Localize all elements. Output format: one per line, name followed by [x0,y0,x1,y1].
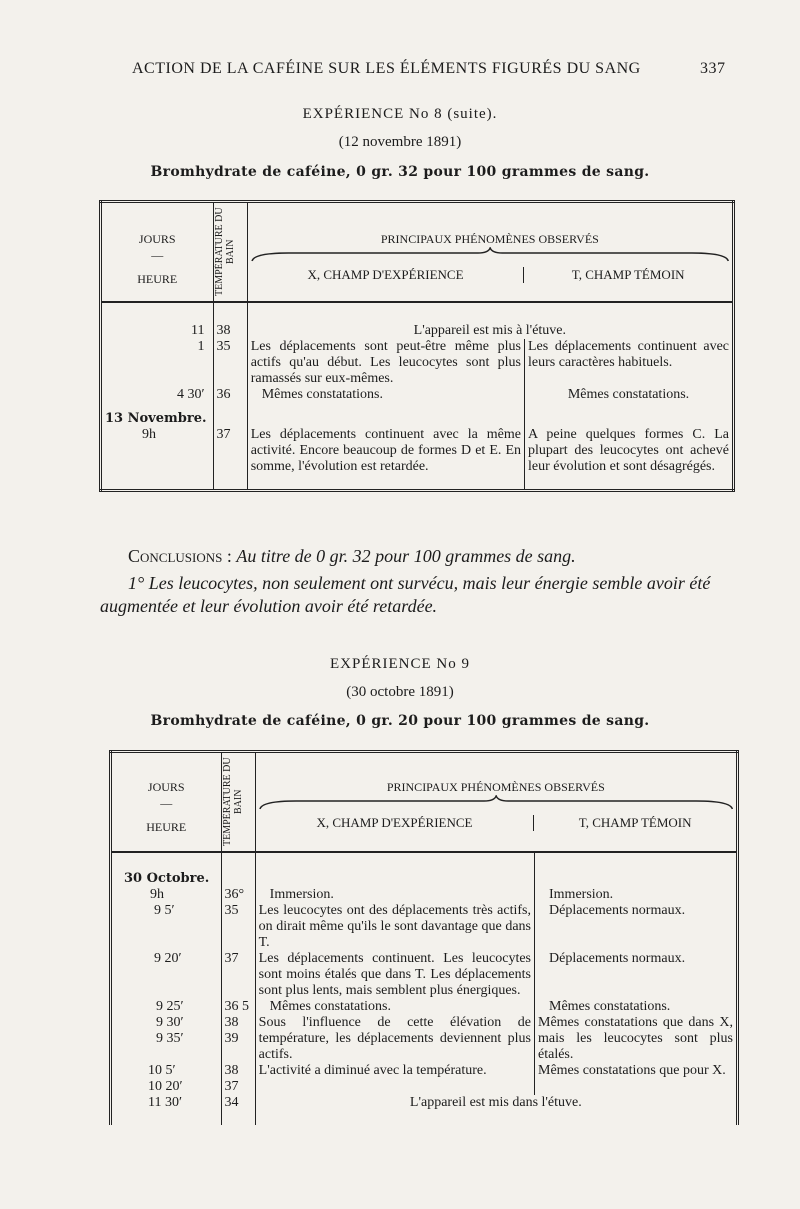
table-row: 1 35 Les déplacements sont peut-être même plus actifs qu'au début. Les leucocytes sont plus ramassés sur eux-mêmes. Les déplacements continuent avec leurs caractères habituels. [101,339,734,387]
conclusion-point-1: 1° Les leucocytes, non seulement ont survécu, mais leur énergie semble avoir été augmentée et leur évolution avoir été retardée. [100,573,711,616]
brace-icon [256,795,736,811]
page-number: 337 [700,60,726,77]
col-phenomenes-header: PRINCIPAUX PHÉNOMÈNES OBSERVÉS X, CHAMP D'EXPÉRIENCE T, CHAMP TÉMOIN [247,202,733,303]
conclusions-line [128,546,576,567]
col-temperature-header: TEMPÉRATURE DU BAIN [213,202,247,303]
col-temperature-header: TEMPÉRATURE DU BAIN [221,752,255,853]
exp8-subtitle: Bromhydrate de caféine, 0 gr. 32 pour 100 grammes de sang. [150,164,650,180]
table-row: 30 Octobre. [111,852,738,887]
conclusions-text: Au titre de 0 gr. 32 pour 100 grammes de sang. [236,546,576,566]
table-row: 9 25′ 36 5 Mêmes constatations. Mêmes constatations. [111,999,738,1015]
table-row: 10 5′ 10 20′ 38 37 L'activité a diminué avec la température. Mêmes constatations que pour X. [111,1063,738,1095]
table-row: 11 30′ 34 L'appareil est mis dans l'étuve. [111,1095,738,1125]
table-row: 9h 37 Les déplacements continuent avec la même activité. Encore beaucoup de formes D et E. En somme, l'évolution est retardée. A peine quelques formes C. La plupart des leucocytes ont achevé leur évolution et sont désagrégés. [101,427,734,491]
exp9-title: EXPÉRIENCE No 9 [330,656,470,672]
col-phenomenes-header: PRINCIPAUX PHÉNOMÈNES OBSERVÉS X, CHAMP D'EXPÉRIENCE T, CHAMP TÉMOIN [255,752,737,853]
col-x-header: X, CHAMP D'EXPÉRIENCE [248,267,525,283]
col-jours-header: JOURS — HEURE [101,202,214,303]
exp9-subtitle: Bromhydrate de caféine, 0 gr. 20 pour 100 grammes de sang. [150,713,650,729]
table-row: 4 30′ 36 Mêmes constatations. Mêmes constatations. [101,387,734,403]
exp8-title: EXPÉRIENCE No 8 (suite). [302,106,498,122]
conclusions-label: Conclusions : [128,546,232,566]
table-row: 13 Novembre. [101,403,734,427]
table-row: 9 20′ 37 Les déplacements continuent. Les leucocytes sont moins étalés que dans T. Les déplacements sont plus lents, mais semblent plus énergiques. Déplacements normaux. [111,951,738,999]
table-row: 9 5′ 35 Les leucocytes ont des déplacements très actifs, on dirait même qu'ils le sont davantage que dans T. Déplacements normaux. [111,903,738,951]
exp9-table [109,750,739,1125]
col-t-header: T, CHAMP TÉMOIN [578,815,692,830]
exp9-date: (30 octobre 1891) [346,684,454,700]
col-jours-header: JOURS — HEURE [111,752,222,853]
running-title: ACTION DE LA CAFÉINE SUR LES ÉLÉMENTS FIGURÉS DU SANG [132,60,641,77]
table-row: 11 38 L'appareil est mis à l'étuve. [101,302,734,339]
col-t-header: T, CHAMP TÉMOIN [571,267,685,282]
table-row: 9 30′ 9 35′ 38 39 Sous l'influence de cette élévation de température, les déplacements deviennent plus actifs. Mêmes constatations que dans X, mais les leucocytes sont plus étalés. [111,1015,738,1063]
exp8-date: (12 novembre 1891) [338,134,462,150]
col-x-header: X, CHAMP D'EXPÉRIENCE [256,815,535,831]
exp8-table [99,200,735,492]
brace-icon [248,247,732,263]
table-row: 9h 36° Immersion. Immersion. [111,887,738,903]
